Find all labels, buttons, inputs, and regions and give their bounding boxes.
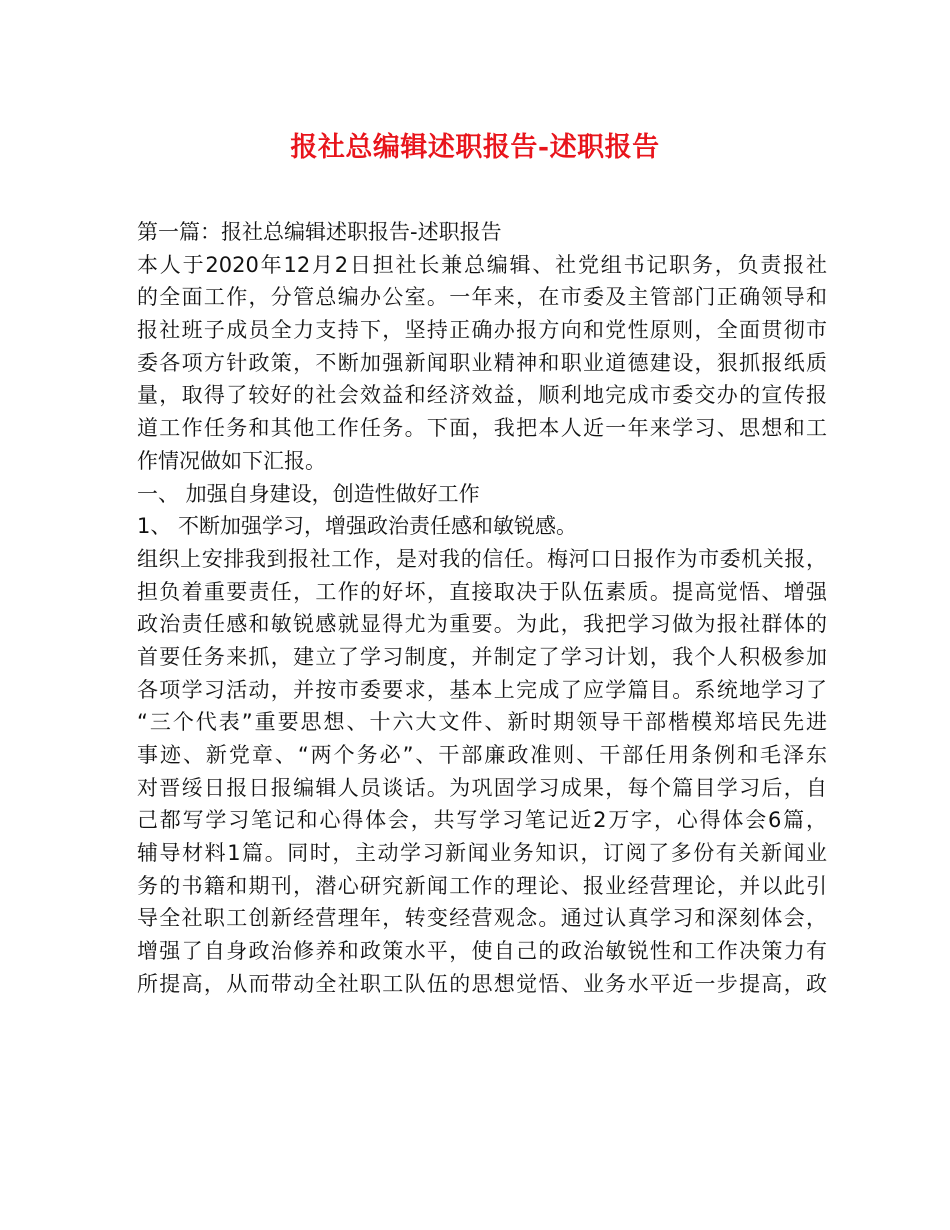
body-line: “三个代表”重要思想、十六大文件、新时期领导干部楷模郑培民先进 — [137, 710, 827, 735]
body-line: 担负着重要责任，工作的好坏，直接取决于队伍素质。提高觉悟、增强 — [137, 579, 827, 604]
body-line: 作情况做如下汇报。 — [137, 448, 326, 473]
body-line: 务的书籍和期刊，潜心研究新闻工作的理论、报业经营理论，并以此引 — [137, 873, 827, 898]
body-line: 1、 不断加强学习，增强政治责任感和敏锐感。 — [137, 514, 578, 539]
document-body — [137, 216, 827, 1001]
body-line: 一、 加强自身建设，创造性做好工作 — [137, 481, 480, 506]
body-line: 的全面工作，分管总编办公室。一年来，在市委及主管部门正确领导和 — [137, 285, 827, 310]
body-line: 事迹、新党章、“两个务必”、干部廉政准则、干部任用条例和毛泽东 — [137, 743, 827, 767]
body-line: 委各项方针政策，不断加强新闻职业精神和职业道德建设，狠抓报纸质 — [137, 350, 827, 375]
body-line: 增强了自身政治修养和政策水平，使自己的政治敏锐性和工作决策力有 — [137, 939, 827, 964]
body-line: 首要任务来抓，建立了学习制度，并制定了学习计划，我个人积极参加 — [137, 644, 827, 669]
body-line: 对晋绥日报日报编辑人员谈话。为巩固学习成果，每个篇目学习后，自 — [137, 775, 827, 800]
body-line: 组织上安排我到报社工作，是对我的信任。梅河口日报作为市委机关报， — [137, 546, 827, 571]
body-line: 本人于2020年12月2日担社长兼总编辑、社党组书记职务，负责报社 — [137, 252, 827, 277]
body-line: 各项学习活动，并按市委要求，基本上完成了应学篇目。系统地学习了 — [137, 677, 827, 702]
document-title: 报社总编辑述职报告-述职报告 — [290, 132, 660, 163]
body-line: 政治责任感和敏锐感就显得尤为重要。为此，我把学习做为报社群体的 — [137, 612, 827, 637]
body-line: 导全社职工创新经营理年，转变经营观念。通过认真学习和深刻体会， — [137, 906, 827, 931]
body-line: 第一篇：报社总编辑述职报告-述职报告 — [137, 220, 502, 244]
body-line: 辅导材料1篇。同时，主动学习新闻业务知识，订阅了多份有关新闻业 — [137, 841, 827, 866]
body-line: 所提高，从而带动全社职工队伍的思想觉悟、业务水平近一步提高，政 — [137, 971, 827, 996]
body-line: 量，取得了较好的社会效益和经济效益，顺利地完成市委交办的宣传报 — [137, 383, 827, 408]
body-line: 报社班子成员全力支持下，坚持正确办报方向和党性原则，全面贯彻市 — [137, 318, 827, 343]
body-line: 己都写学习笔记和心得体会，共写学习笔记近2万字，心得体会6篇， — [137, 808, 827, 833]
body-line: 道工作任务和其他工作任务。下面，我把本人近一年来学习、思想和工 — [137, 416, 827, 441]
